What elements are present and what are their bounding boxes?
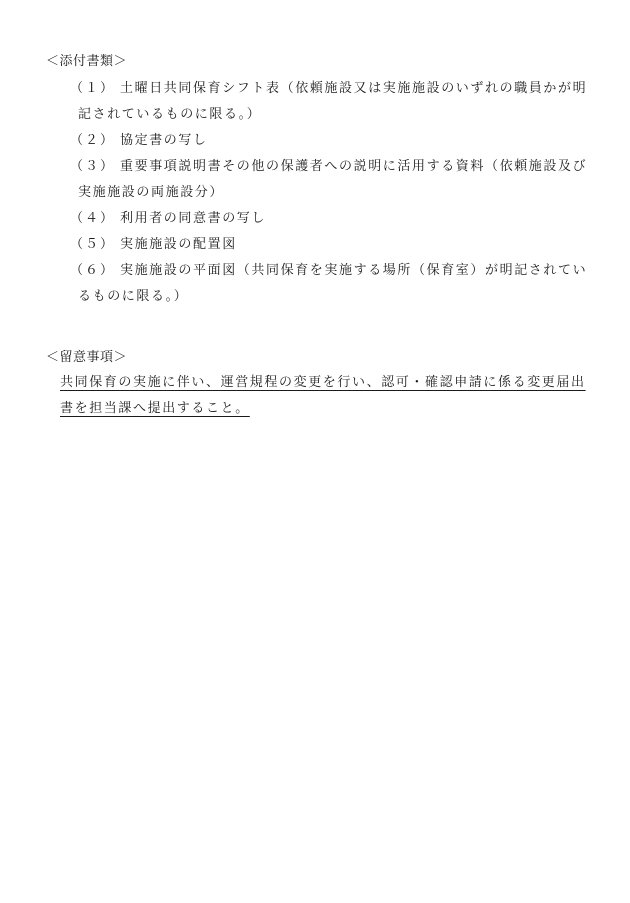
item-text-continued: るものに限る。） — [78, 289, 189, 304]
item-text-continued: 実施施設の両施設分） — [78, 185, 225, 200]
item-text: 土曜日共同保育シフト表（依頼施設又は実施施設のいずれの職員かが明 — [120, 81, 588, 96]
item-number: （３） — [70, 159, 116, 174]
item-text-continued: 記されているものに限る。） — [78, 107, 262, 122]
attachment-item-4 — [70, 206, 590, 232]
item-number: （４） — [70, 211, 116, 226]
item-number: （６） — [70, 263, 116, 278]
item-number: （５） — [70, 237, 116, 252]
item-text: 実施施設の平面図（共同保育を実施する場所（保育室）が明記されてい — [120, 263, 588, 278]
notes-line-1: 共同保育の実施に伴い、運営規程の変更を行い、認可・確認申請に係る変更届出 — [60, 375, 586, 390]
item-text: 利用者の同意書の写し — [120, 211, 267, 226]
attachment-item-5 — [70, 232, 590, 258]
notes-heading: ＜留意事項＞ — [46, 350, 128, 365]
item-text: 実施施設の配置図 — [120, 237, 237, 252]
notes-line-2: 書を担当課へ提出すること。 — [60, 401, 250, 416]
item-number: （２） — [70, 133, 116, 148]
attachments-heading: ＜添付書類＞ — [46, 54, 128, 69]
item-text: 重要事項説明書その他の保護者への説明に活用する資料（依頼施設及び — [120, 159, 588, 174]
attachment-item-2 — [70, 128, 590, 154]
item-number: （１） — [70, 81, 116, 96]
attachment-item-6 — [70, 258, 590, 310]
attachment-item-3 — [70, 154, 590, 206]
attachment-item-1 — [70, 76, 590, 128]
notes-body — [60, 370, 590, 422]
item-text: 協定書の写し — [120, 133, 208, 148]
